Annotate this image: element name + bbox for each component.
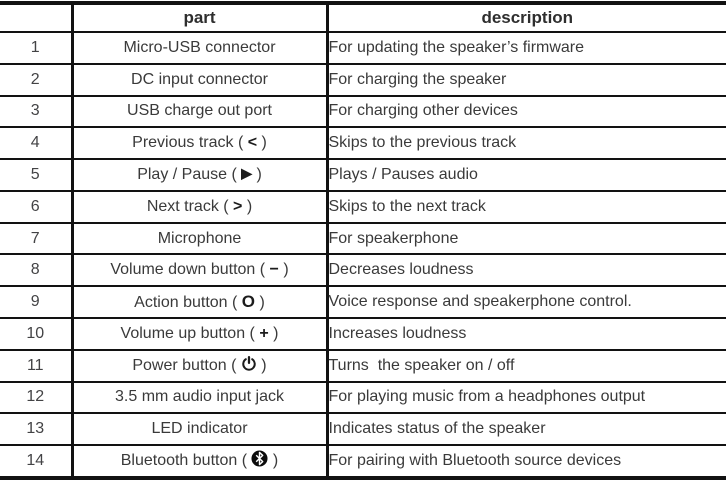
table-row: [0, 32, 726, 64]
row-number: 8: [0, 254, 72, 286]
part-description: Skips to the next track: [327, 191, 726, 223]
table-row: [0, 318, 726, 350]
part-name: DC input connector: [72, 64, 327, 96]
row-number: 9: [0, 286, 72, 318]
part-description: For updating the speaker’s firmware: [327, 32, 726, 64]
table-row: [0, 64, 726, 96]
row-number: 12: [0, 382, 72, 414]
part-description: Plays / Pauses audio: [327, 159, 726, 191]
table-row: [0, 159, 726, 191]
row-number: 13: [0, 413, 72, 445]
lt-symbol: <: [247, 134, 258, 152]
part-name: Bluetooth button ( ): [72, 445, 327, 478]
part-name: 3.5 mm audio input jack: [72, 382, 327, 414]
play-symbol: ▶: [241, 165, 253, 182]
part-description: For charging the speaker: [327, 64, 726, 96]
part-name: Power button ( ): [72, 350, 327, 382]
part-name: Volume down button ( − ): [72, 254, 327, 286]
row-number: 11: [0, 350, 72, 382]
part-description: Voice response and speakerphone control.: [327, 286, 726, 318]
part-name: Microphone: [72, 223, 327, 255]
part-description: For speakerphone: [327, 223, 726, 255]
part-name: USB charge out port: [72, 96, 327, 128]
part-description: Turns the speaker on / off: [327, 350, 726, 382]
row-number: 14: [0, 445, 72, 478]
part-description: Increases loudness: [327, 318, 726, 350]
table-row: [0, 223, 726, 255]
table-row: [0, 413, 726, 445]
part-description: For charging other devices: [327, 96, 726, 128]
header-cell-number: [0, 3, 72, 32]
bluetooth-icon: [251, 450, 268, 467]
table-row: [0, 350, 726, 382]
parts-description-table: [0, 1, 726, 480]
circle-symbol: O: [241, 292, 256, 312]
part-name: LED indicator: [72, 413, 327, 445]
header-row: [0, 3, 726, 32]
row-number: 4: [0, 127, 72, 159]
part-name: Volume up button ( + ): [72, 318, 327, 350]
table-row: [0, 286, 726, 318]
row-number: 7: [0, 223, 72, 255]
table-row: [0, 127, 726, 159]
part-description: For playing music from a headphones output: [327, 382, 726, 414]
part-description: For pairing with Bluetooth source devices: [327, 445, 726, 478]
table-row: [0, 191, 726, 223]
table-row: [0, 382, 726, 414]
table-body: [0, 32, 726, 478]
gt-symbol: >: [233, 197, 243, 215]
minus-symbol: −: [269, 261, 279, 279]
table-row: [0, 445, 726, 478]
row-number: 6: [0, 191, 72, 223]
power-icon: [241, 355, 257, 372]
row-number: 3: [0, 96, 72, 128]
part-description: Indicates status of the speaker: [327, 413, 726, 445]
part-name: Next track ( > ): [72, 191, 327, 223]
row-number: 10: [0, 318, 72, 350]
part-name: Action button ( O ): [72, 286, 327, 318]
part-description: Skips to the previous track: [327, 127, 726, 159]
table-header: [0, 3, 726, 32]
plus-symbol: +: [259, 324, 269, 342]
row-number: 2: [0, 64, 72, 96]
part-name: Micro-USB connector: [72, 32, 327, 64]
table-row: [0, 254, 726, 286]
row-number: 5: [0, 159, 72, 191]
part-name: Play / Pause ( ▶ ): [72, 159, 327, 191]
table-row: [0, 96, 726, 128]
part-name: Previous track ( < ): [72, 127, 327, 159]
header-cell-part: part: [72, 3, 327, 32]
row-number: 1: [0, 32, 72, 64]
part-description: Decreases loudness: [327, 254, 726, 286]
header-cell-description: description: [327, 3, 726, 32]
